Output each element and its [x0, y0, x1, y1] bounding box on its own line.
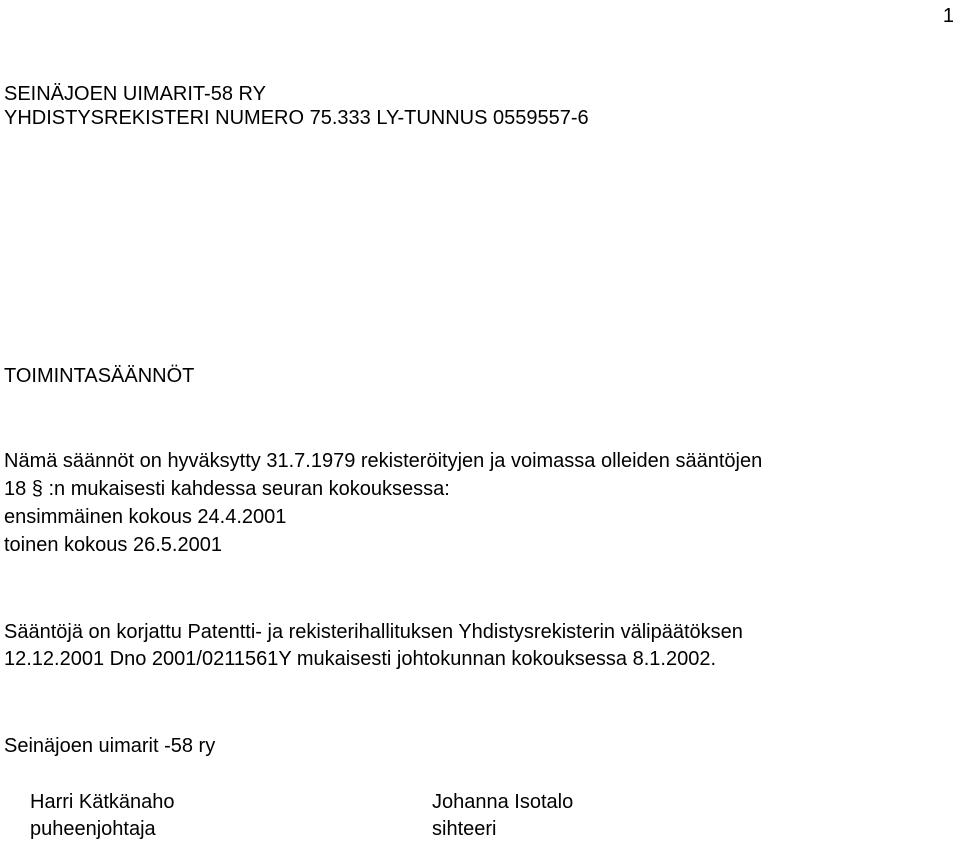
signer-2-title: sihteeri: [432, 818, 497, 840]
document-title: TOIMINTASÄÄNNÖT: [4, 365, 195, 387]
org-name: SEINÄJOEN UIMARIT-58 RY: [4, 83, 266, 105]
page-number: 1: [942, 5, 954, 27]
correction-line-2: 12.12.2001 Dno 2001/0211561Y mukaisesti johtokunnan kokouksessa 8.1.2002.: [4, 648, 717, 670]
approval-line-1: Nämä säännöt on hyväksytty 31.7.1979 rekisteröityjen ja voimassa olleiden sääntöjen: [4, 450, 763, 472]
registry-line: YHDISTYSREKISTERI NUMERO 75.333 LY-TUNNUS 0559557-6: [4, 107, 589, 129]
correction-line-1: Sääntöjä on korjattu Patentti- ja rekisterihallituksen Yhdistysrekisterin välipäätöksen: [4, 621, 743, 643]
signer-2-name: Johanna Isotalo: [432, 791, 574, 813]
approval-line-2: 18 § :n mukaisesti kahdessa seuran kokouksessa:: [4, 478, 450, 500]
signer-1-title: puheenjohtaja: [30, 818, 156, 840]
approval-line-3: ensimmäinen kokous 24.4.2001: [4, 506, 287, 528]
signer-1-name: Harri Kätkänaho: [30, 791, 175, 813]
approval-line-4: toinen kokous 26.5.2001: [4, 534, 222, 556]
signature-org: Seinäjoen uimarit -58 ry: [4, 735, 216, 757]
